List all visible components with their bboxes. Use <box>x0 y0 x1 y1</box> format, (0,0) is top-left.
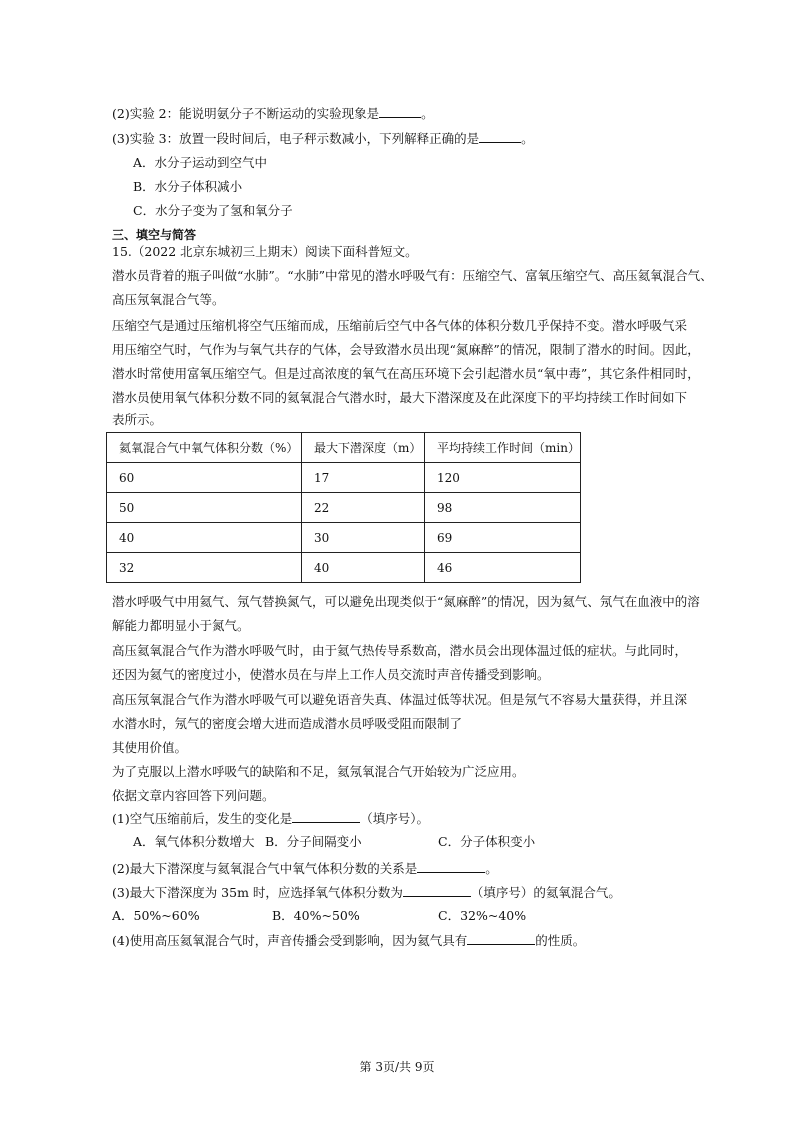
paragraph-line: 潜水员使用氧气体积分数不同的氦氧混合气潜水时，最大下潜深度及在此深度下的平均持续工作时间如下 <box>112 390 688 405</box>
question-4: (4)使用高压氦氧混合气时，声音传播会受到影响，因为氦气具有 的性质。 <box>112 933 586 948</box>
paragraph-line: 其使用价值。 <box>112 740 188 755</box>
paragraph-line: 依据文章内容回答下列问题。 <box>112 788 275 803</box>
paragraph-line: 潜水呼吸气中用氦气、氖气替换氮气，可以避免出现类似于“氮麻醉”的情况，因为氦气、氖气在血液中的溶 <box>112 594 700 609</box>
table-cell: 40 <box>302 553 425 583</box>
paragraph-line: 压缩空气是通过压缩机将空气压缩而成，压缩前后空气中各气体的体积分数几乎保持不变。潜水呼吸气采 <box>112 318 688 333</box>
paragraph-line: 为了克服以上潜水呼吸气的缺陷和不足，氦氖氧混合气开始较为广泛应用。 <box>112 764 525 779</box>
option-a: A．氧气体积分数增大 <box>133 834 255 849</box>
table-cell: 69 <box>425 523 581 553</box>
table-header-cell: 最大下潜深度（m） <box>302 433 425 463</box>
table-row <box>107 553 581 583</box>
option-b: B．40%~50% <box>272 908 360 923</box>
question-2: (2)最大下潜深度与氦氧混合气中氧气体积分数的关系是 。 <box>112 861 498 876</box>
table-cell: 17 <box>302 463 425 493</box>
table-cell: 32 <box>107 553 302 583</box>
table-header-row <box>107 433 581 463</box>
answer-blank[interactable] <box>403 884 471 897</box>
question-15-heading: 15.（2022 北京东城初三上期末）阅读下面科普短文。 <box>112 244 418 259</box>
answer-blank[interactable] <box>417 860 485 873</box>
table-cell: 40 <box>107 523 302 553</box>
answer-blank[interactable] <box>292 810 360 823</box>
option-b: B．分子间隔变小 <box>265 834 362 849</box>
answer-blank[interactable] <box>479 130 521 143</box>
table-row <box>107 463 581 493</box>
option-c: C．水分子变为了氢和氧分子 <box>133 203 293 218</box>
answer-blank[interactable] <box>467 932 535 945</box>
paragraph-line: 还因为氦气的密度过小，使潜水员在与岸上工作人员交流时声音传播受到影响。 <box>112 667 550 682</box>
section-heading: 三、填空与简答 <box>112 228 197 242</box>
table-cell: 98 <box>425 493 581 523</box>
answer-blank[interactable] <box>379 105 421 118</box>
option-a: A．水分子运动到空气中 <box>133 155 268 170</box>
option-c: C．32%~40% <box>438 908 527 923</box>
table-row <box>107 523 581 553</box>
data-table <box>106 432 581 583</box>
table-cell: 30 <box>302 523 425 553</box>
table-cell: 50 <box>107 493 302 523</box>
question-2-exp2: (2)实验 2：能说明氨分子不断运动的实验现象是 。 <box>112 106 434 121</box>
paragraph-line: 表所示。 <box>112 412 163 427</box>
table-cell: 22 <box>302 493 425 523</box>
paragraph-line: 高压氖氧混合气等。 <box>112 292 225 307</box>
table-cell: 120 <box>425 463 581 493</box>
paragraph-line: 潜水员背着的瓶子叫做“水肺”。“水肺”中常见的潜水呼吸气有：压缩空气、富氧压缩空气、高压氦氧混合气、 <box>112 268 713 283</box>
paragraph-line: 潜水时常使用富氧压缩空气。但是过高浓度的氧气在高压环境下会引起潜水员“氧中毒”，其它条件相同时， <box>112 366 700 381</box>
paragraph-line: 高压氦氧混合气作为潜水呼吸气时，由于氦气热传导系数高，潜水员会出现体温过低的症状。与此同时， <box>112 643 688 658</box>
table-header-cell: 氦氧混合气中氧气体积分数（%） <box>107 433 302 463</box>
question-3-exp3: (3)实验 3：放置一段时间后，电子秤示数减小，下列解释正确的是 。 <box>112 131 534 146</box>
table-cell: 46 <box>425 553 581 583</box>
table-cell: 60 <box>107 463 302 493</box>
option-b: B．水分子体积减小 <box>133 179 243 194</box>
question-1: (1)空气压缩前后，发生的变化是 （填序号）。 <box>112 811 429 826</box>
paragraph-line: 高压氖氧混合气作为潜水呼吸气可以避免语音失真、体温过低等状况。但是氖气不容易大量获得，并且深 <box>112 692 688 707</box>
paragraph-line: 用压缩空气时，气作为与氧气共存的气体，会导致潜水员出现“氮麻醉”的情况，限制了潜水的时间。因此， <box>112 342 700 357</box>
page-footer: 第 3页/共 9页 <box>359 1060 435 1074</box>
paragraph-line: 解能力都明显小于氮气。 <box>112 618 250 633</box>
question-3: (3)最大下潜深度为 35m 时，应选择氧气体积分数为 （填序号）的氦氧混合气。 <box>112 885 621 900</box>
option-c: C．分子体积变小 <box>438 834 536 849</box>
option-a: A．50%~60% <box>112 908 200 923</box>
paragraph-line: 水潜水时，氖气的密度会增大进而造成潜水员呼吸受阻而限制了 <box>112 716 463 731</box>
table-header-cell: 平均持续工作时间（min） <box>425 433 581 463</box>
table-row <box>107 493 581 523</box>
